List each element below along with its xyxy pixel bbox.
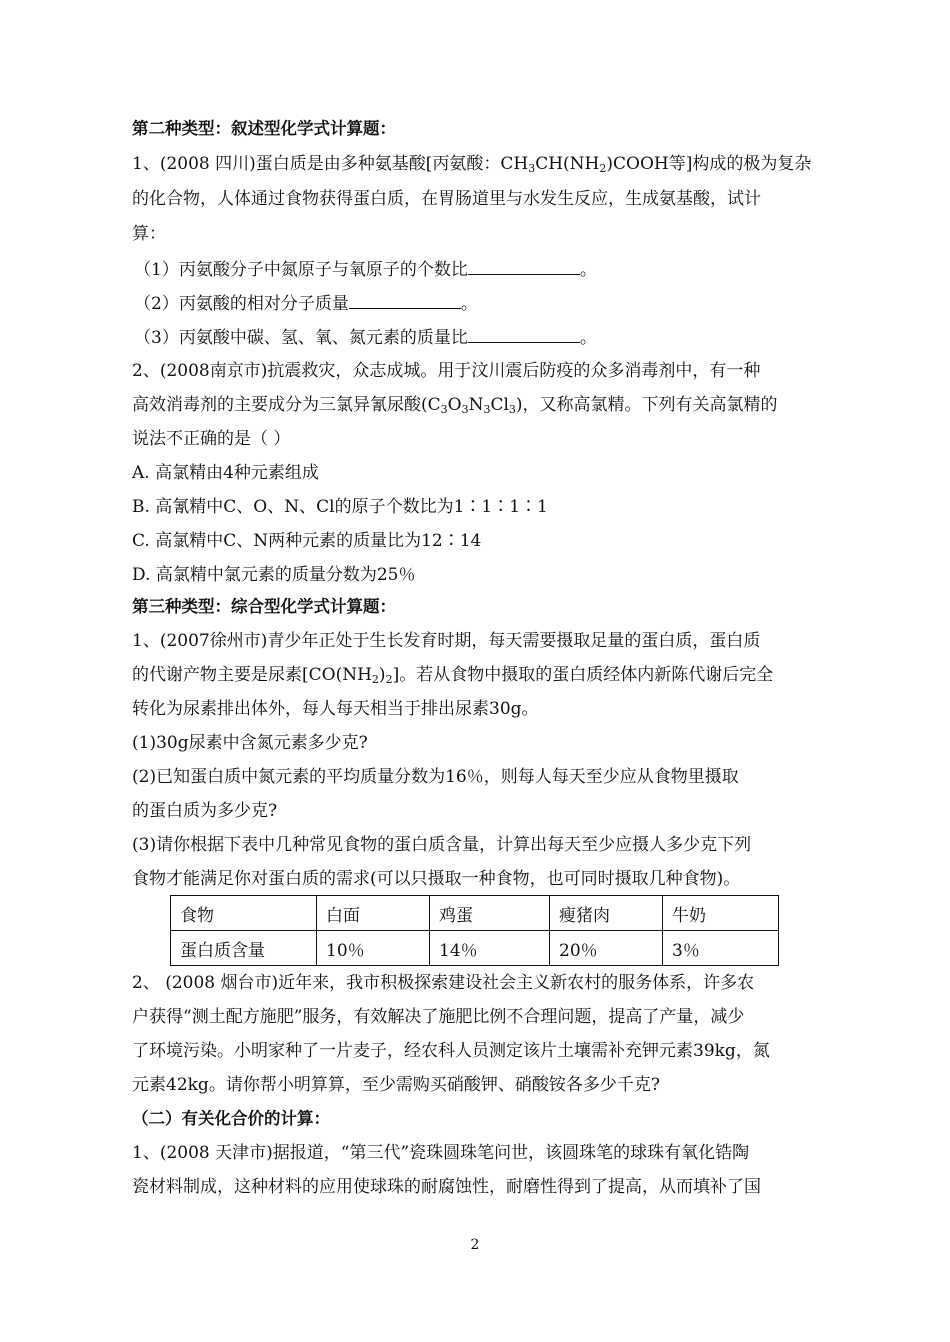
answer-blank xyxy=(468,258,580,275)
question-3-part-2-line-2: 的蛋白质为多少克? xyxy=(132,801,278,821)
question-3-part-3-line-2: 食物才能满足你对蛋白质的需求(可以只摄取一种食物，也可同时摄取几种食物)。 xyxy=(132,869,741,889)
section-heading-valence: （二）有关化合价的计算： xyxy=(132,1109,330,1128)
section-heading-narrative: 第二种类型：叙述型化学式计算题： xyxy=(132,119,396,138)
question-2-line-2: 高效消毒剂的主要成分为三氯异氰尿酸$(C_3O_3N_3Cl_3)$，又称高氯精。下列有关高氯精的 xyxy=(132,395,778,416)
section-heading-comprehensive: 第三种类型：综合型化学式计算题： xyxy=(132,597,396,616)
question-3-part-1: (1)30g尿素中含氮元素多少克? xyxy=(132,733,368,753)
table-cell: 3％ xyxy=(663,931,779,966)
question-4-line-1: 2、 (2008 烟台市)近年来，我市积极探索建设社会主义新农村的服务体系，许多农 xyxy=(132,973,755,993)
question-1-part-3: （3）丙氨酸中碳、氢、氧、氮元素的质量比 。 xyxy=(134,328,597,348)
question-5-line-2: 瓷材料制成，这种材料的应用使球珠的耐腐蚀性，耐磨性得到了提高，从而填补了国 xyxy=(132,1177,761,1197)
table-cell: 20％ xyxy=(550,931,663,966)
table-row xyxy=(171,931,779,966)
question-1-part-1: （1）丙氨酸分子中氮原子与氧原子的个数比 。 xyxy=(134,260,597,280)
question-5-line-1: 1、(2008 天津市)据报道，“第三代”瓷珠圆珠笔问世，该圆珠笔的球珠有氧化锆陶 xyxy=(132,1143,750,1163)
table-cell: 10％ xyxy=(317,931,430,966)
question-4-line-3: 了环境污染。小明家种了一片麦子，经农科人员测定该片土壤需补充钾元素39kg，氮 xyxy=(132,1041,770,1061)
table-cell: 鸡蛋 xyxy=(430,896,550,931)
option-d: D. 高氯精中氯元素的质量分数为25％ xyxy=(132,565,416,585)
question-3-line-1: 1、(2007徐州市)青少年正处于生长发育时期，每天需要摄取足量的蛋白质，蛋白质 xyxy=(132,631,761,651)
question-3-part-3-line-1: (3)请你根据下表中几种常见食物的蛋白质含量，计算出每天至少应摄人多少克下列 xyxy=(132,835,752,855)
option-c: C. 高氯精中C、N两种元素的质量比为12∶14 xyxy=(132,531,482,551)
question-1-line-2: 的化合物，人体通过食物获得蛋白质，在胃肠道里与水发生反应，生成氨基酸，试计 xyxy=(132,189,761,209)
option-b: B. 高氰精中C、O、N、Cl的原子个数比为1∶1∶1∶1 xyxy=(132,497,548,517)
table-cell: 白面 xyxy=(317,896,430,931)
table-cell: 14％ xyxy=(430,931,550,966)
protein-content-table xyxy=(170,895,779,966)
question-3-line-3: 转化为尿素排出体外，每人每天相当于排出尿素30g。 xyxy=(132,699,539,719)
answer-blank xyxy=(468,326,580,343)
question-1-line-3: 算： xyxy=(132,224,166,244)
table-cell: 蛋白质含量 xyxy=(171,931,317,966)
question-1-part-2: （2）丙氨酸的相对分子质量 。 xyxy=(134,294,478,314)
question-4-line-2: 户获得“测土配方施肥”服务，有效解决了施肥比例不合理问题，提高了产量，减少 xyxy=(132,1007,745,1027)
question-4-line-4: 元素42kg。请你帮小明算算，至少需购买硝酸钾、硝酸铵各多少千克? xyxy=(132,1075,660,1095)
table-cell: 食物 xyxy=(171,896,317,931)
table-cell: 瘦猪肉 xyxy=(550,896,663,931)
question-1-line-1: 1、(2008 四川)蛋白质是由多种氨基酸[丙氨酸：$CH_3CH(NH_2)COOH$等]构成的极为复杂 xyxy=(132,154,812,175)
answer-blank xyxy=(349,292,461,309)
option-a: A. 高氯精由4种元素组成 xyxy=(132,463,319,483)
question-2-line-1: 2、(2008南京市)抗震救灾，众志成城。用于汶川震后防疫的众多消毒剂中，有一种 xyxy=(132,361,761,381)
page-number: 2 xyxy=(470,1237,480,1253)
question-3-part-2-line-1: (2)已知蛋白质中氮元素的平均质量分数为16％，则每人每天至少应从食物里摄取 xyxy=(132,767,739,787)
table-cell: 牛奶 xyxy=(663,896,779,931)
question-3-line-2: 的代谢产物主要是尿素$[CO(NH_2)_2]$。若从食物中摄取的蛋白质经体内新陈代谢后完全 xyxy=(132,665,774,686)
question-2-line-3: 说法不正确的是（ ） xyxy=(132,429,291,449)
table-header-row xyxy=(171,896,779,931)
